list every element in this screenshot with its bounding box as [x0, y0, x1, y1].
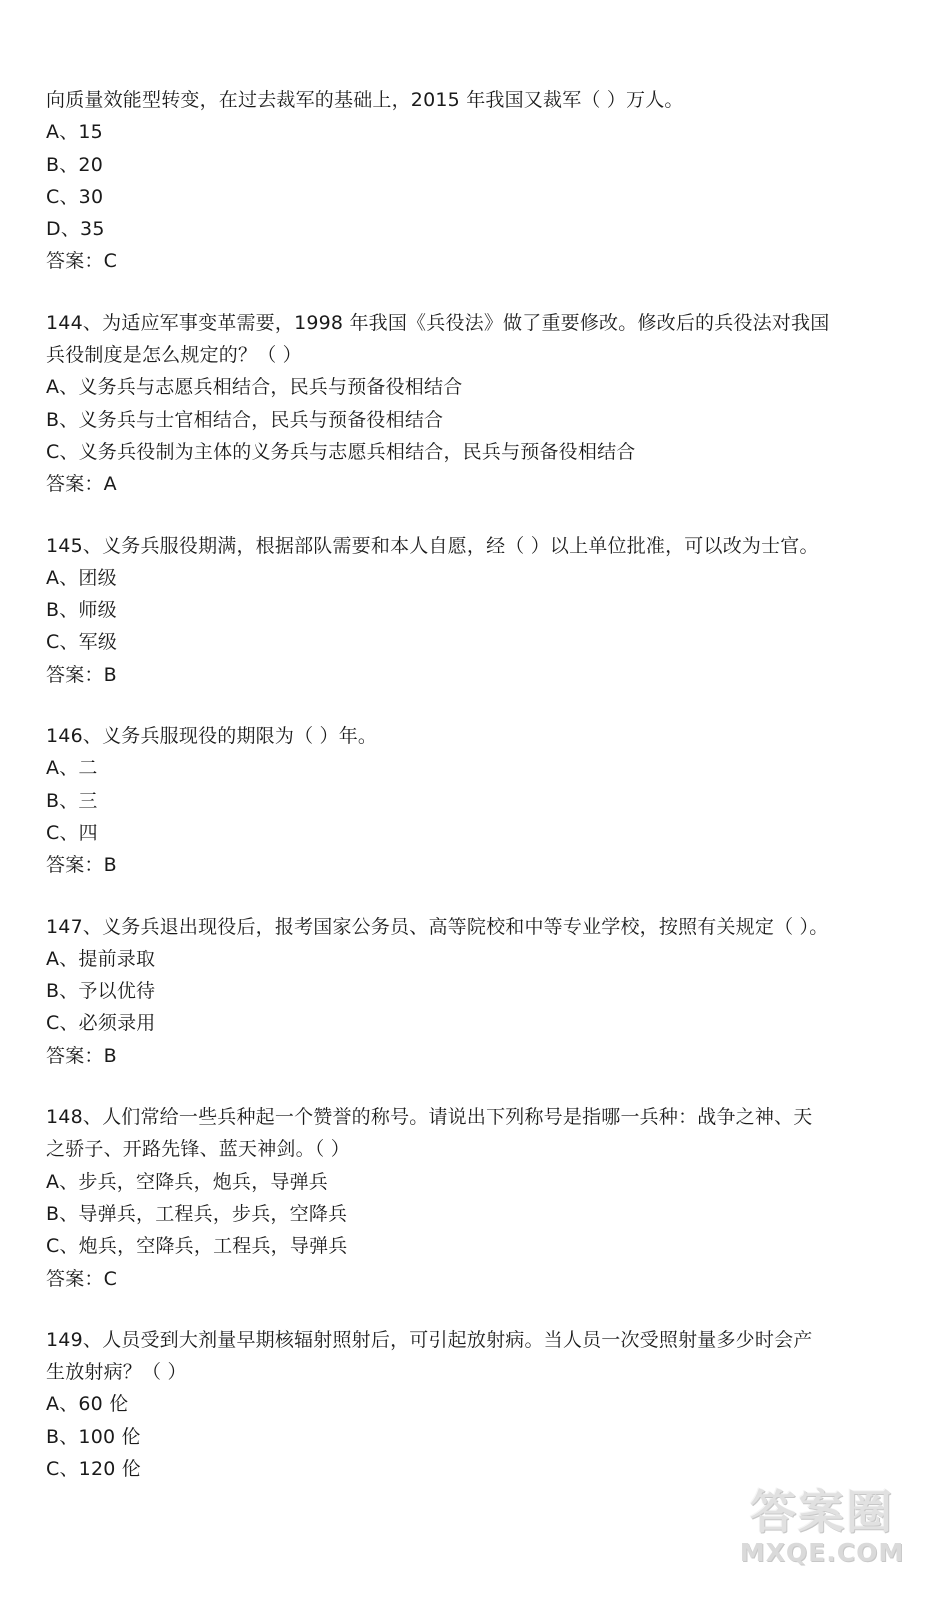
option-c: C、军级: [46, 631, 118, 654]
question-text: 146、义务兵服现役的期限为（ ）年。: [46, 725, 378, 748]
answer-line: 答案：C: [46, 1267, 118, 1290]
question-text: 145、义务兵服役期满，根据部队需要和本人自愿，经（ ）以上单位批准，可以改为士官。: [46, 534, 819, 557]
watermark-logo-text: 答案圈: [750, 1485, 894, 1539]
question-block-146: [46, 720, 906, 881]
option-b: B、三: [46, 789, 98, 812]
answer-line: 答案：B: [46, 1044, 117, 1067]
question-text: 144、为适应军事变革需要，1998 年我国《兵役法》做了重要修改。修改后的兵役法对我国: [46, 311, 830, 334]
question-block-145: [46, 530, 906, 691]
option-a: A、提前录取: [46, 947, 156, 970]
watermark-domain: MXQE.COM: [739, 1538, 905, 1567]
answer-line: 答案：C: [46, 250, 118, 273]
option-c: C、必须录用: [46, 1012, 156, 1035]
option-c: C、120 伦: [46, 1457, 141, 1480]
answer-line: 答案：B: [46, 854, 117, 877]
answer-line: 答案：A: [46, 473, 117, 496]
question-block-148: [46, 1101, 906, 1295]
option-b: B、予以优待: [46, 980, 156, 1003]
question-text-continued: 之骄子、开路先锋、蓝天神剑。（ ）: [46, 1138, 350, 1161]
site-watermark: [724, 1486, 920, 1572]
option-b: B、100 伦: [46, 1425, 141, 1448]
option-b: B、20: [46, 153, 104, 176]
option-a: A、步兵，空降兵，炮兵，导弹兵: [46, 1170, 328, 1193]
option-c: C、义务兵役制为主体的义务兵与志愿兵相结合，民兵与预备役相结合: [46, 440, 636, 463]
question-block-149: [46, 1324, 906, 1485]
option-a: A、15: [46, 121, 103, 144]
question-text: 148、人们常给一些兵种起一个赞誉的称号。请说出下列称号是指哪一兵种：战争之神、天: [46, 1106, 813, 1129]
option-c: C、四: [46, 821, 98, 844]
option-a: A、二: [46, 757, 98, 780]
option-a: A、60 伦: [46, 1393, 129, 1416]
question-block-144: [46, 307, 906, 501]
option-b: B、师级: [46, 599, 117, 622]
question-text-continued: 生放射病？（ ）: [46, 1361, 187, 1384]
option-b: B、导弹兵，工程兵，步兵，空降兵: [46, 1202, 348, 1225]
option-c: C、炮兵，空降兵，工程兵，导弹兵: [46, 1235, 348, 1258]
question-text-continued: 兵役制度是怎么规定的？（ ）: [46, 344, 302, 367]
question-block-147: [46, 911, 906, 1072]
answer-line: 答案：B: [46, 663, 117, 686]
question-text: 147、义务兵退出现役后，报考国家公务员、高等院校和中等专业学校，按照有关规定（ ）。: [46, 915, 829, 938]
question-block-partial: [46, 84, 906, 278]
option-d: D、35: [46, 218, 105, 241]
question-text: 149、人员受到大剂量早期核辐射照射后，可引起放射病。当人员一次受照射量多少时会产: [46, 1328, 813, 1351]
option-a: A、团级: [46, 566, 117, 589]
question-text: 向质量效能型转变，在过去裁军的基础上，2015 年我国又裁军（ ）万人。: [46, 89, 684, 111]
option-c: C、30: [46, 185, 104, 208]
option-a: A、义务兵与志愿兵相结合，民兵与预备役相结合: [46, 376, 463, 399]
option-b: B、义务兵与士官相结合，民兵与预备役相结合: [46, 408, 444, 431]
